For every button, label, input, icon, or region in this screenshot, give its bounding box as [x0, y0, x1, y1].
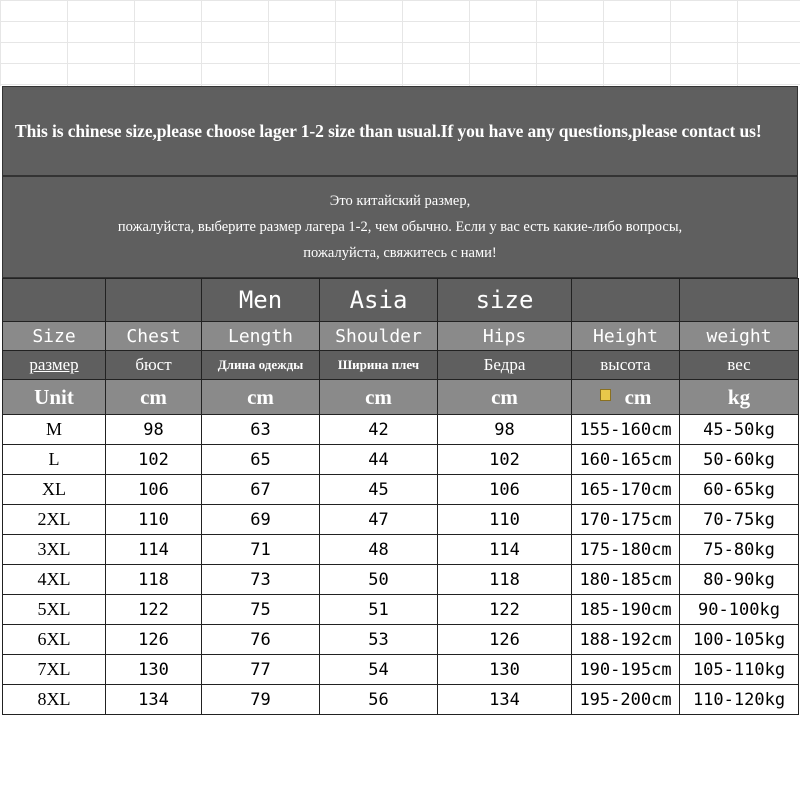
cell-hips[interactable]: 98 [438, 415, 572, 445]
cell-hips[interactable]: 114 [438, 535, 572, 565]
cell-hips[interactable]: 130 [438, 655, 572, 685]
cell-weight[interactable]: 70-75kg [680, 505, 799, 535]
cell-weight[interactable]: 100-105kg [680, 625, 799, 655]
notice-english: This is chinese size,please choose lager 1-2 size than usual.If you have any questions,please contact us! [2, 86, 798, 176]
cell-length[interactable]: 67 [202, 475, 320, 505]
unit-row [3, 380, 799, 415]
cell-chest[interactable]: 114 [106, 535, 202, 565]
cell-chest[interactable]: 98 [106, 415, 202, 445]
header-ru-height[interactable]: высота [572, 351, 680, 380]
cell-height[interactable]: 155-160cm [572, 415, 680, 445]
cell-weight[interactable]: 45-50kg [680, 415, 799, 445]
notice-russian-line: пожалуйста, свяжитесь с нами! [303, 245, 497, 261]
header-length[interactable]: Length [202, 322, 320, 351]
cell-length[interactable]: 76 [202, 625, 320, 655]
notice-russian-line: Это китайский размер, [329, 193, 471, 209]
title-cell-empty[interactable] [106, 279, 202, 322]
header-chest[interactable]: Chest [106, 322, 202, 351]
cell-length[interactable]: 75 [202, 595, 320, 625]
table-row [3, 475, 799, 505]
notice-russian-line: пожалуйста, выберите размер лагера 1-2, чем обычно. Если у вас есть какие-либо вопросы, [117, 219, 683, 235]
cell-hips[interactable]: 122 [438, 595, 572, 625]
spreadsheet-grid-background [0, 0, 800, 86]
table-row [3, 625, 799, 655]
cell-height[interactable]: 185-190cm [572, 595, 680, 625]
cell-chest[interactable]: 110 [106, 505, 202, 535]
table-row [3, 535, 799, 565]
header-ru-size[interactable]: размер [3, 351, 106, 380]
cell-shoulder[interactable]: 48 [320, 535, 438, 565]
cell-size[interactable]: L [3, 445, 106, 475]
cell-length[interactable]: 63 [202, 415, 320, 445]
cell-chest[interactable]: 126 [106, 625, 202, 655]
cell-size[interactable]: 2XL [3, 505, 106, 535]
unit-length[interactable]: cm [202, 380, 320, 415]
cell-hips[interactable]: 106 [438, 475, 572, 505]
cell-hips[interactable]: 110 [438, 505, 572, 535]
title-cell-empty[interactable] [3, 279, 106, 322]
table-row [3, 445, 799, 475]
cell-shoulder[interactable]: 45 [320, 475, 438, 505]
cell-shoulder[interactable]: 54 [320, 655, 438, 685]
cell-hips[interactable]: 102 [438, 445, 572, 475]
cell-height[interactable]: 160-165cm [572, 445, 680, 475]
header-weight[interactable]: weight [680, 322, 799, 351]
cell-size[interactable]: 3XL [3, 535, 106, 565]
cell-weight[interactable]: 75-80kg [680, 535, 799, 565]
cell-shoulder[interactable]: 42 [320, 415, 438, 445]
cell-size[interactable]: M [3, 415, 106, 445]
cell-weight[interactable]: 50-60kg [680, 445, 799, 475]
header-row-english [3, 322, 799, 351]
paste-options-icon[interactable] [600, 389, 611, 401]
cell-size[interactable]: 8XL [3, 685, 106, 715]
title-row [3, 279, 799, 322]
title-cell-men[interactable]: Men [202, 279, 320, 322]
cell-shoulder[interactable]: 53 [320, 625, 438, 655]
cell-chest[interactable]: 102 [106, 445, 202, 475]
header-row-russian [3, 351, 799, 380]
header-height[interactable]: Height [572, 322, 680, 351]
cell-chest[interactable]: 134 [106, 685, 202, 715]
cell-chest[interactable]: 118 [106, 565, 202, 595]
table-row [3, 595, 799, 625]
cell-shoulder[interactable]: 51 [320, 595, 438, 625]
notice-russian [2, 176, 798, 278]
cell-length[interactable]: 77 [202, 655, 320, 685]
cell-length[interactable]: 73 [202, 565, 320, 595]
header-ru-length[interactable]: Длина одежды [202, 351, 320, 380]
cell-size[interactable]: 5XL [3, 595, 106, 625]
cell-height[interactable]: 180-185cm [572, 565, 680, 595]
cell-size[interactable]: 6XL [3, 625, 106, 655]
header-ru-chest[interactable]: бюст [106, 351, 202, 380]
header-hips[interactable]: Hips [438, 322, 572, 351]
cell-hips[interactable]: 118 [438, 565, 572, 595]
unit-height: cm [624, 384, 652, 409]
table-row [3, 565, 799, 595]
unit-weight[interactable]: kg [680, 380, 799, 415]
unit-hips[interactable]: cm [438, 380, 572, 415]
cell-length[interactable]: 71 [202, 535, 320, 565]
cell-weight[interactable]: 90-100kg [680, 595, 799, 625]
table-row [3, 655, 799, 685]
cell-shoulder[interactable]: 50 [320, 565, 438, 595]
cell-weight[interactable]: 60-65kg [680, 475, 799, 505]
cell-weight[interactable]: 110-120kg [680, 685, 799, 715]
table-row [3, 415, 799, 445]
cell-weight[interactable]: 105-110kg [680, 655, 799, 685]
cell-weight[interactable]: 80-90kg [680, 565, 799, 595]
unit-height-cell[interactable] [572, 380, 680, 415]
title-cell-size[interactable]: size [438, 279, 572, 322]
cell-chest[interactable]: 122 [106, 595, 202, 625]
header-ru-shoulder[interactable]: Ширина плеч [320, 351, 438, 380]
size-table-body [3, 415, 799, 715]
unit-shoulder[interactable]: cm [320, 380, 438, 415]
cell-height[interactable]: 170-175cm [572, 505, 680, 535]
cell-length[interactable]: 65 [202, 445, 320, 475]
table-row [3, 685, 799, 715]
cell-height[interactable]: 195-200cm [572, 685, 680, 715]
size-table [2, 278, 799, 715]
cell-hips[interactable]: 134 [438, 685, 572, 715]
header-ru-hips[interactable]: Бедра [438, 351, 572, 380]
header-ru-weight[interactable]: вес [680, 351, 799, 380]
cell-shoulder[interactable]: 44 [320, 445, 438, 475]
cell-size[interactable]: 7XL [3, 655, 106, 685]
cell-length[interactable]: 69 [202, 505, 320, 535]
title-cell-empty[interactable] [572, 279, 680, 322]
cell-length[interactable]: 79 [202, 685, 320, 715]
title-cell-asia[interactable]: Asia [320, 279, 438, 322]
table-row [3, 505, 799, 535]
cell-height[interactable]: 188-192cm [572, 625, 680, 655]
header-size[interactable]: Size [3, 322, 106, 351]
unit-label[interactable]: Unit [3, 380, 106, 415]
cell-height[interactable]: 190-195cm [572, 655, 680, 685]
cell-shoulder[interactable]: 47 [320, 505, 438, 535]
cell-size[interactable]: XL [3, 475, 106, 505]
cell-chest[interactable]: 106 [106, 475, 202, 505]
cell-height[interactable]: 175-180cm [572, 535, 680, 565]
cell-shoulder[interactable]: 56 [320, 685, 438, 715]
cell-size[interactable]: 4XL [3, 565, 106, 595]
cell-chest[interactable]: 130 [106, 655, 202, 685]
title-cell-empty[interactable] [680, 279, 799, 322]
cell-height[interactable]: 165-170cm [572, 475, 680, 505]
unit-chest[interactable]: cm [106, 380, 202, 415]
header-shoulder[interactable]: Shoulder [320, 322, 438, 351]
cell-hips[interactable]: 126 [438, 625, 572, 655]
